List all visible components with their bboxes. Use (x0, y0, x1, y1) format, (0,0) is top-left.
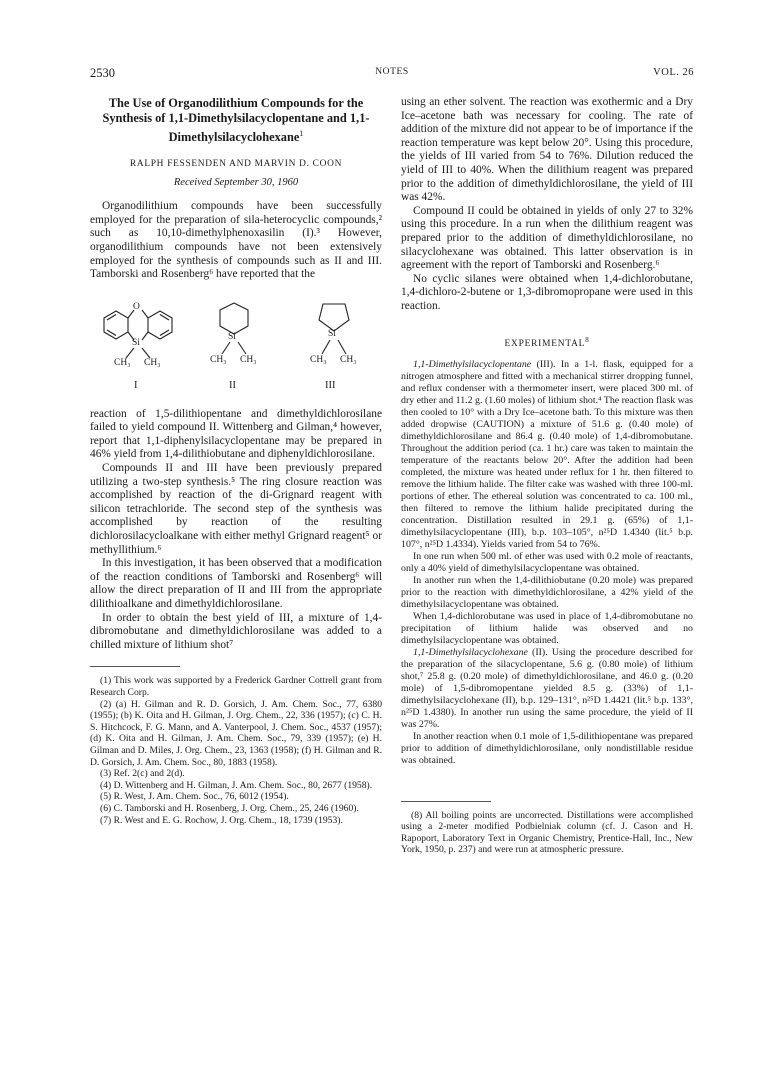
methyl-label-iii-a: CH₃ (310, 354, 327, 365)
compound-numeral-ii: II (229, 379, 236, 391)
paragraph-2: reaction of 1,5-dilithiopentane and dimethyldichlorosilane failed to yield compound II. Wittenberg and Gilman,⁴ however, report that 1,1-diphenylsilacyclopentane may be prepared in 46% yield from 1,4-dilithiobutane and diphenyldichlorosilane. (90, 407, 382, 461)
page-number: 2530 (90, 66, 115, 80)
footnote-7: (7) R. West and E. G. Rochow, J. Org. Chem., 18, 1739 (1953). (100, 814, 343, 826)
experimental-heading: EXPERIMENTAL$^8$ (504, 335, 590, 349)
footnote-2: (2) (a) H. Gilman and R. D. Gorsich, J. Am. Chem. Soc., 77, 6380 (1955); (b) K. Oita and H. Gilman, J. Org. Chem., 22, 336 (1957); (c) C. H. S. Hitchcock, F. G. Mann, and A. Vanterpool, J. Chem. Soc., 4537 (1957); (d) K. Oita and H. Gilman, J. Am. Chem. Soc., 79, 339 (1957); (e) H. Gilman and D. Miles, J. Org. Chem., 23, 1363 (1958); (f) H. Gilman and R. D. Gorsich, J. Am. Chem. Soc., 80, 1883 (1958). (90, 698, 382, 768)
left-column (90, 96, 382, 826)
footnote-4: (4) D. Wittenberg and H. Gilman, J. Am. Chem. Soc., 80, 2677 (1958). (100, 779, 373, 791)
right-column (401, 96, 693, 856)
methyl-label-ii-b: CH₃ (240, 354, 257, 365)
paragraph-intro: Organodilithium compounds have been successfully employed for the preparation of sila-heterocyclic compounds,² such as 10,10-dimethylphenoxasilin (I).³ However, organodilithium compounds have not been extensively employed for the synthesis of compounds such as II and III. Tamborski and Rosenberg⁶ have reported that the (90, 200, 382, 281)
compound-name-ii: 1,1-Dimethylsilacyclohexane (413, 646, 528, 658)
oxygen-label: O (133, 301, 140, 312)
methyl-label-i-a: CH₃ (114, 357, 131, 368)
silicon-label-ii: Si (228, 331, 236, 342)
page-header (90, 66, 694, 84)
methyl-label-iii-b: CH₃ (340, 354, 357, 365)
methyl-label-ii-a: CH₃ (210, 354, 227, 365)
silicon-label-i: Si (132, 337, 140, 348)
footnote-8: (8) All boiling points are uncorrected. Distillations were accomplished using a 2-meter modified Podbielniak column (cf. J. Cason and H. Rapoport, Laboratory Text in Organic Chemistry, Prentice-Hall, Inc., New York, 1950, p. 237) and were run at atmospheric pressure. (401, 809, 693, 856)
title-footnote-mark: 1 (299, 129, 304, 138)
experimental-paragraph-2: In one run when 500 ml. of ether was used with 0.2 mole of reactants, only a 40% yield of dimethylsilacyclopentane was obtained. (401, 550, 693, 574)
compound-name-iii: 1,1-Dimethylsilacyclopentane (413, 358, 532, 370)
experimental-paragraph-3: In another run when the 1,4-dilithiobutane (0.20 mole) was prepared prior to the reaction with dimethyldichlorosilane, a 42% yield of the dimethylsilacyclopentane was obtained. (401, 574, 693, 610)
volume-label: VOL. 26 (653, 67, 694, 78)
silicon-label-iii: Si (328, 328, 336, 339)
paragraph-5: In order to obtain the best yield of III, a mixture of 1,4-dibromobutane and dimethyldichlorosilane was added to a chilled mixture of lithium shot⁷ (90, 611, 382, 651)
paragraph-r3: No cyclic silanes were obtained when 1,4-dichlorobutane, 1,4-dichloro-2-butene or 1,3-dibromopropane were used in this reaction. (401, 272, 693, 312)
running-head: NOTES (375, 67, 409, 77)
footnote-6: (6) C. Tamborski and H. Rosenberg, J. Org. Chem., 25, 246 (1960). (100, 802, 359, 814)
experimental-footnote-mark: 8 (585, 335, 590, 344)
footnote-1: (1) This work was supported by a Frederick Gardner Cottrell grant from Research Corp. (90, 675, 382, 698)
paragraph-3: Compounds II and III have been previously prepared utilizing a two-step synthesis.⁵ The ring closure reaction was accomplished by reaction of the di-Grignard reagent with silicon tetrachloride. The second step of the synthesis was accomplished by reaction of the resulting dichlorosilacycloalkane with either methyl Grignard reagent⁵ or methyllithium.⁶ (90, 462, 382, 556)
compound-numeral-iii: III (325, 379, 336, 391)
footnote-rule (90, 666, 180, 667)
footnote-rule-right (401, 801, 491, 802)
article-authors: RALPH FESSENDEN AND MARVIN D. COON (129, 159, 343, 170)
footnote-5: (5) R. West, J. Am. Chem. Soc., 76, 6012 (1954). (100, 791, 289, 803)
paragraph-r2: Compound II could be obtained in yields of only 27 to 32% using this procedure. In a run when the dilithium reagent was prepared prior to the addition of dimethyldichlorosilane, no silacyclohexane was obtained. This latter observation is in agreement with the report of Tamborski and Rosenberg.⁶ (401, 204, 693, 272)
experimental-paragraph-4: When 1,4-dichlorobutane was used in place of 1,4-dibromobutane no precipitation of lithium halide was observed and no dimethylsilacyclopentane was obtained. (401, 610, 693, 646)
received-date: Received September 30, 1960 (173, 177, 299, 189)
footnote-3: (3) Ref. 2(c) and 2(d). (100, 768, 185, 780)
experimental-paragraph-1: 1,1-Dimethylsilacyclopentane (III). In a 1-l. flask, equipped for a nitrogen atmosphere and fitted with a mechanical stirrer dropping funnel, and reflux condenser with a thermometer insert, were placed 300 ml. of dry ether and 11.2 g. (1.60 moles) of lithium shot.⁴ The reaction flask was then cooled to 10° with a Dry Ice–acetone bath. To this mixture was then added dropwise (CAUTION) a mixture of 51.6 g. (0.40 mole) of dimethyldichlorosilane and 86.4 g. (0.40 mole) of 1,4-dibromobutane. Throughout the addition period (ca. 1 hr.) care was taken to maintain the temperature of the reactants below 20°. After the addition had been completed, the mixture was heated under reflux for 1 hr. then filtered to remove the lithium halide. The filter cake was washed with three 100-ml. portions of ether. The ethereal solution was concentrated to ca. 100 ml., then filtered to remove the lithium halide precipitated during the concentration. Distillation resulted in 29.1 g. (65%) of 1,1-dimethylsilacyclopentane (III), b.p. 103–105°, n²⁵D 1.4340 (lit.⁵ b.p. 107°, n²⁵D 1.4334). Yields varied from 54 to 76%. (401, 358, 693, 550)
experimental-paragraph-6: In another reaction when 0.1 mole of 1,5-dilithiopentane was prepared prior to addition of dimethyldichlorosilane, only nondistillable residue was obtained. (401, 730, 693, 766)
methyl-label-i-b: CH₃ (144, 357, 161, 368)
experimental-paragraph-5: 1,1-Dimethylsilacyclohexane (II). Using the procedure described for the preparation of the silacyclopentane, 5.6 g. (0.80 mole) of lithium shot,⁷ 25.8 g. (0.20 mole) of dimethyldichlorosilane, and 46.0 g. (0.20 mole) of 1,5-dibromopentane yielded 8.5 g. (33%) of 1,1-dimethylsilacyclohexane (II), b.p. 129–131°, n²⁵D 1.4421 (lit.⁵ b.p. 133°, n²⁵D 1.4380). In another run using the same procedure, the yield of II was 27%. (401, 646, 693, 730)
article-title: The Use of Organodilithium Compounds for the Synthesis of 1,1-Dimethylsilacyclopentane and 1,1-Dimethylsilacyclohexane$^1$ (102, 96, 370, 145)
structures-figure (90, 296, 382, 400)
paragraph-4: In this investigation, it has been observed that a modification of the reaction conditions of Tamborski and Rosenberg⁶ will allow the direct preparation of II and III from the appropriate dilithioalkane and dimethyldichlorosilane. (90, 557, 382, 610)
compound-numeral-i: I (134, 379, 138, 391)
paragraph-r1: using an ether solvent. The reaction was exothermic and a Dry Ice–acetone bath was necessary for cooling. The rate of addition of the mixture did not appear to be of importance if the reaction temperature was kept below 20°. Using this procedure, the yields of III varied from 54 to 76%. Dilution reduced the yield of III to 40%. When the dilithium reagent was prepared prior to the addition of dimethyldichlorosilane, the yield of III was 42%. (401, 96, 693, 204)
